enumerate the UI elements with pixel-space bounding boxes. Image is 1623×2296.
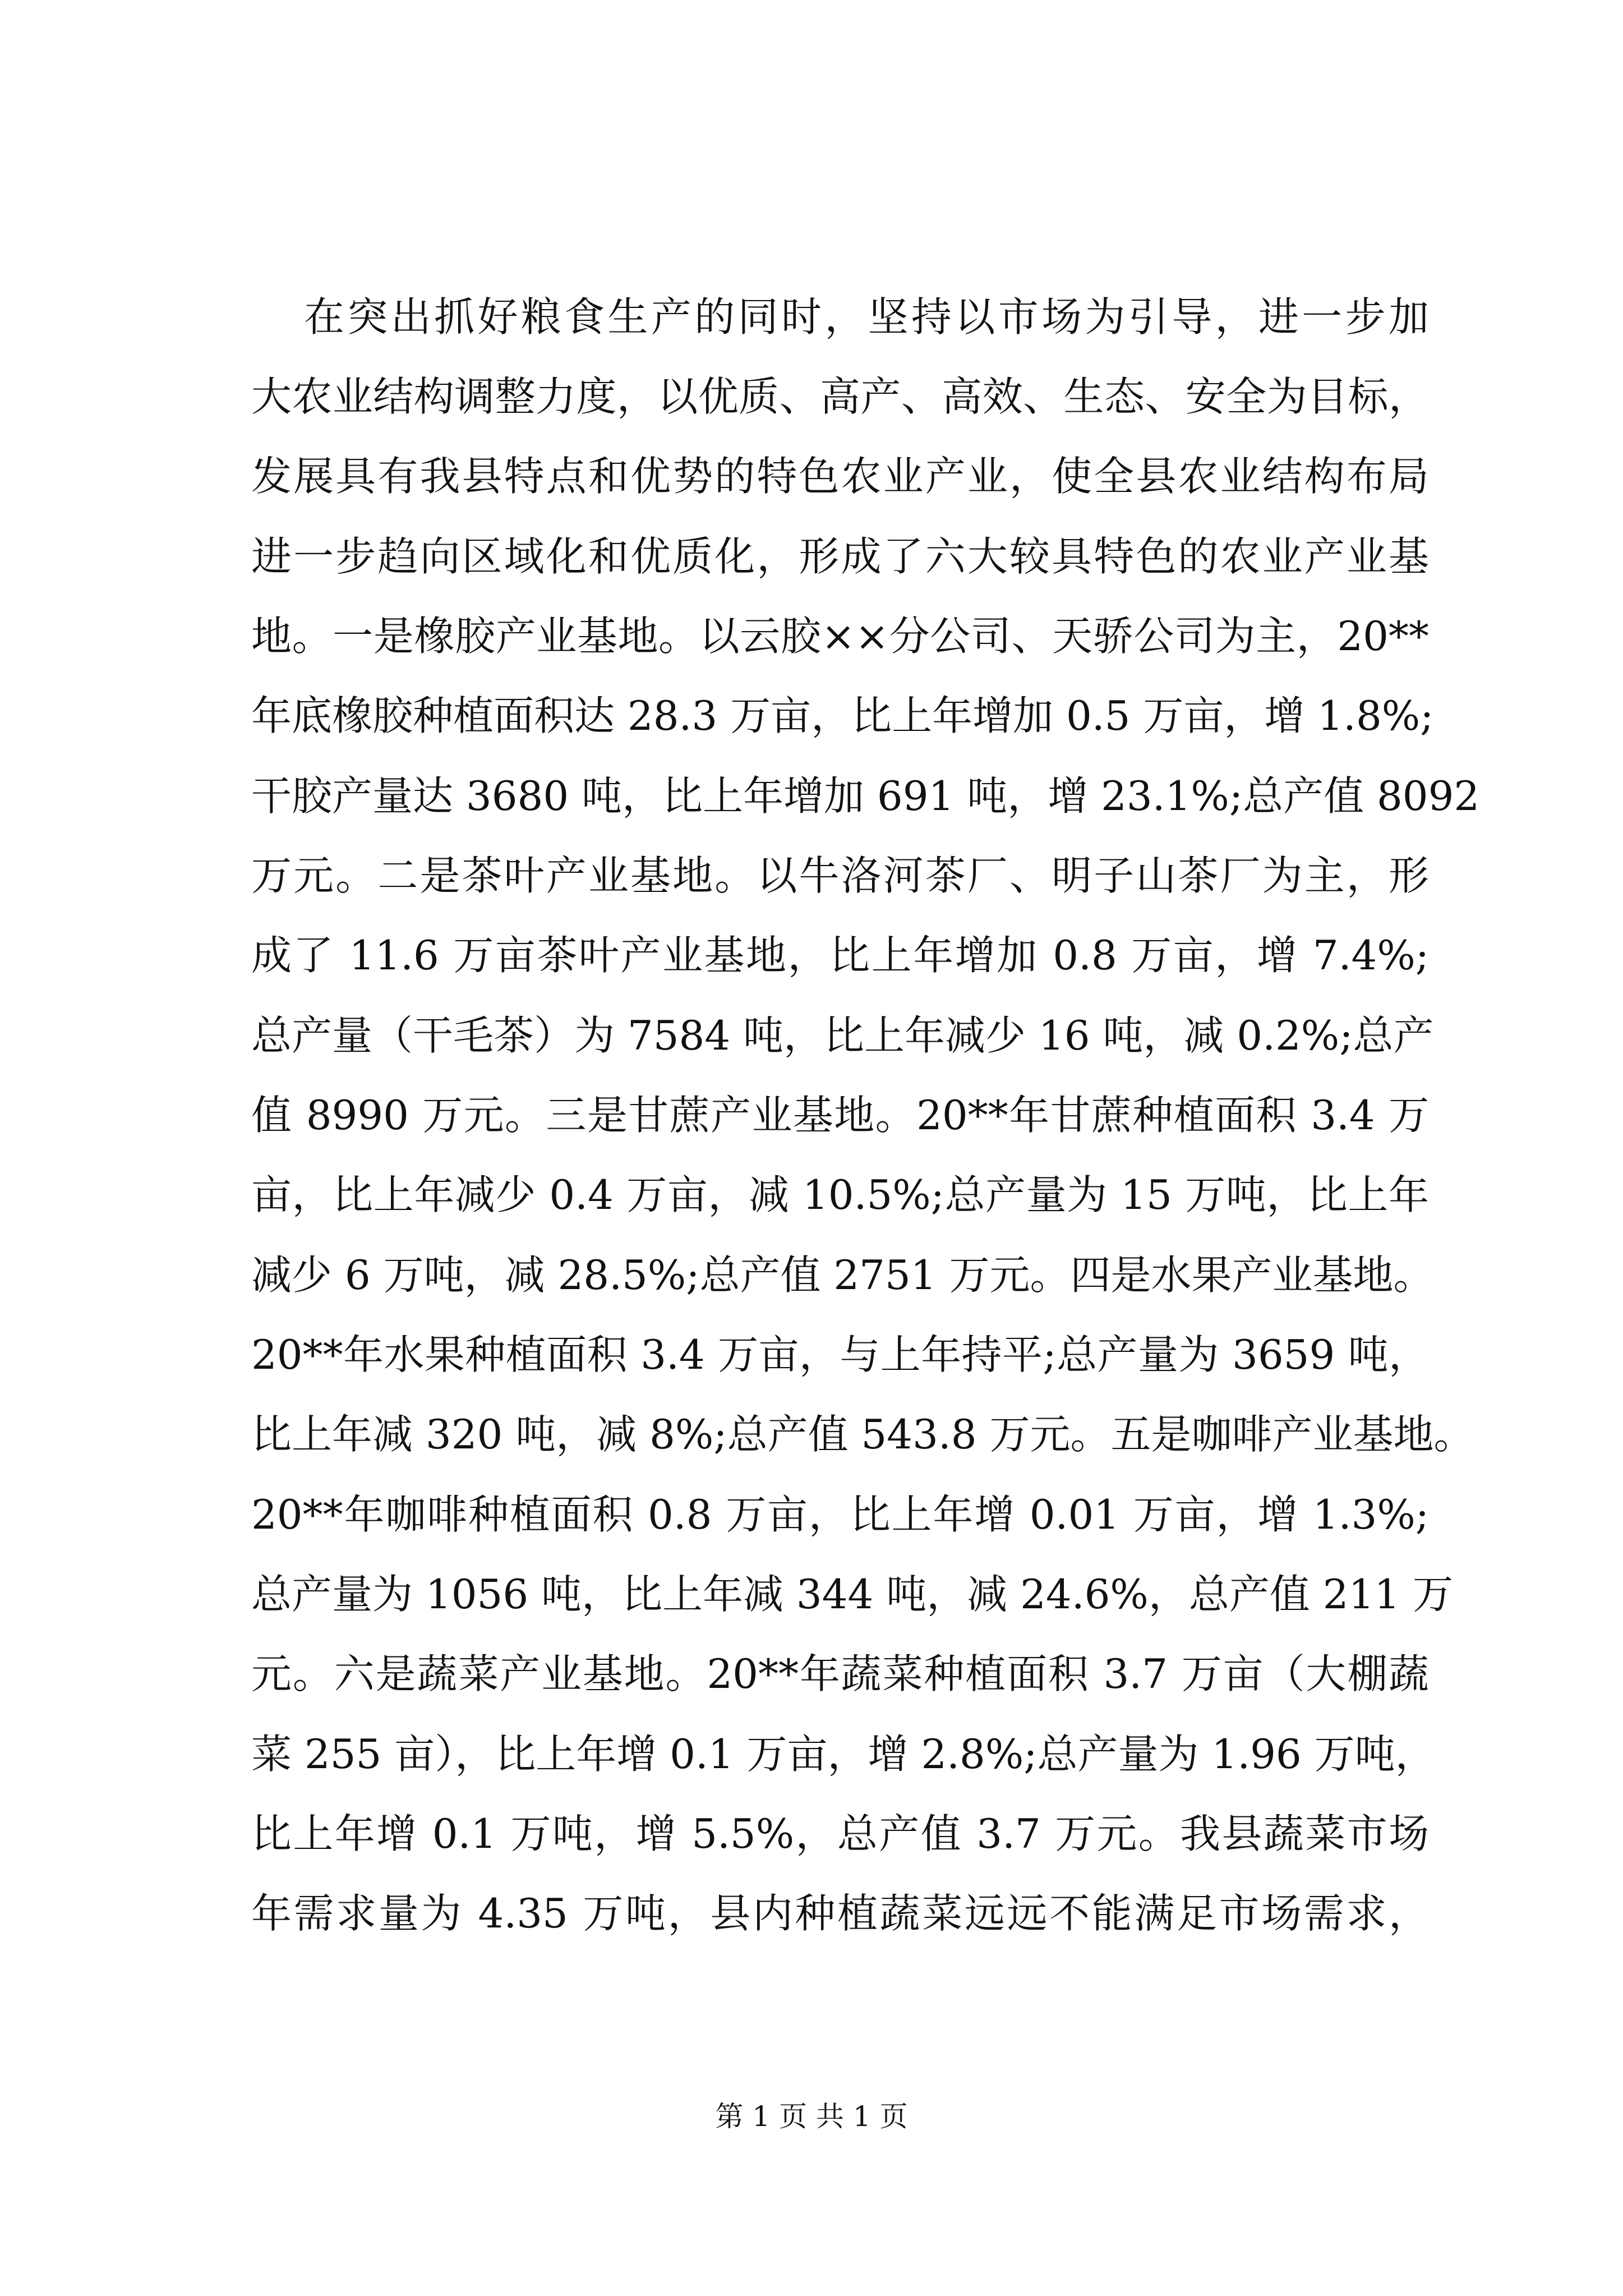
paragraph-line: 万元。二是茶叶产业基地。以牛洛河茶厂、明子山茶厂为主，形	[251, 852, 1429, 899]
paragraph-line: 菜 255 亩），比上年增 0.1 万亩，增 2.8%;总产量为 1.96 万吨，	[251, 1731, 1436, 1778]
paragraph-line: 值 8990 万元。三是甘蔗产业基地。20**年甘蔗种植面积 3.4 万	[251, 1092, 1429, 1139]
paragraph-line: 年底橡胶种植面积达 28.3 万亩，比上年增加 0.5 万亩，增 1.8%;	[251, 692, 1434, 739]
paragraph-line: 比上年减 320 吨，减 8%;总产值 543.8 万元。五是咖啡产业基地。	[251, 1411, 1474, 1458]
paragraph-line: 20**年水果种植面积 3.4 万亩，与上年持平;总产量为 3659 吨，	[251, 1331, 1429, 1378]
paragraph-line: 在突出抓好粮食生产的同时，坚持以市场为引导，进一步加	[304, 293, 1429, 341]
paragraph-line: 年需求量为 4.35 万吨，县内种植蔬菜远远不能满足市场需求，	[251, 1890, 1429, 1937]
paragraph-line: 进一步趋向区域化和优质化，形成了六大较具特色的农业产业基	[251, 533, 1429, 580]
paragraph-line: 干胶产量达 3680 吨，比上年增加 691 吨，增 23.1%;总产值 8092	[251, 772, 1480, 820]
paragraph-line: 发展具有我县特点和优势的特色农业产业，使全县农业结构布局	[251, 453, 1429, 500]
paragraph-line: 成了 11.6 万亩茶叶产业基地，比上年增加 0.8 万亩，增 7.4%;	[251, 932, 1429, 979]
paragraph-line: 大农业结构调整力度，以优质、高产、高效、生态、安全为目标，	[251, 373, 1429, 420]
paragraph-line: 亩，比上年减少 0.4 万亩，减 10.5%;总产量为 15 万吨，比上年	[251, 1171, 1429, 1218]
paragraph-line: 总产量（干毛茶）为 7584 吨，比上年减少 16 吨，减 0.2%;总产	[251, 1012, 1434, 1059]
paragraph-line: 比上年增 0.1 万吨，增 5.5%，总产值 3.7 万元。我县蔬菜市场	[251, 1810, 1429, 1857]
paragraph-line: 地。一是橡胶产业基地。以云胶××分公司、天骄公司为主，20**	[251, 613, 1429, 660]
paragraph-line: 元。六是蔬菜产业基地。20**年蔬菜种植面积 3.7 万亩（大棚蔬	[251, 1650, 1429, 1697]
paragraph-line: 20**年咖啡种植面积 0.8 万亩，比上年增 0.01 万亩，增 1.3%;	[251, 1491, 1429, 1538]
paragraph-line: 减少 6 万吨，减 28.5%;总产值 2751 万元。四是水果产业基地。	[251, 1251, 1434, 1299]
page-footer: 第 1 页 共 1 页	[715, 2100, 908, 2133]
paragraph-line: 总产量为 1056 吨，比上年减 344 吨，减 24.6%，总产值 211 万	[251, 1571, 1454, 1618]
